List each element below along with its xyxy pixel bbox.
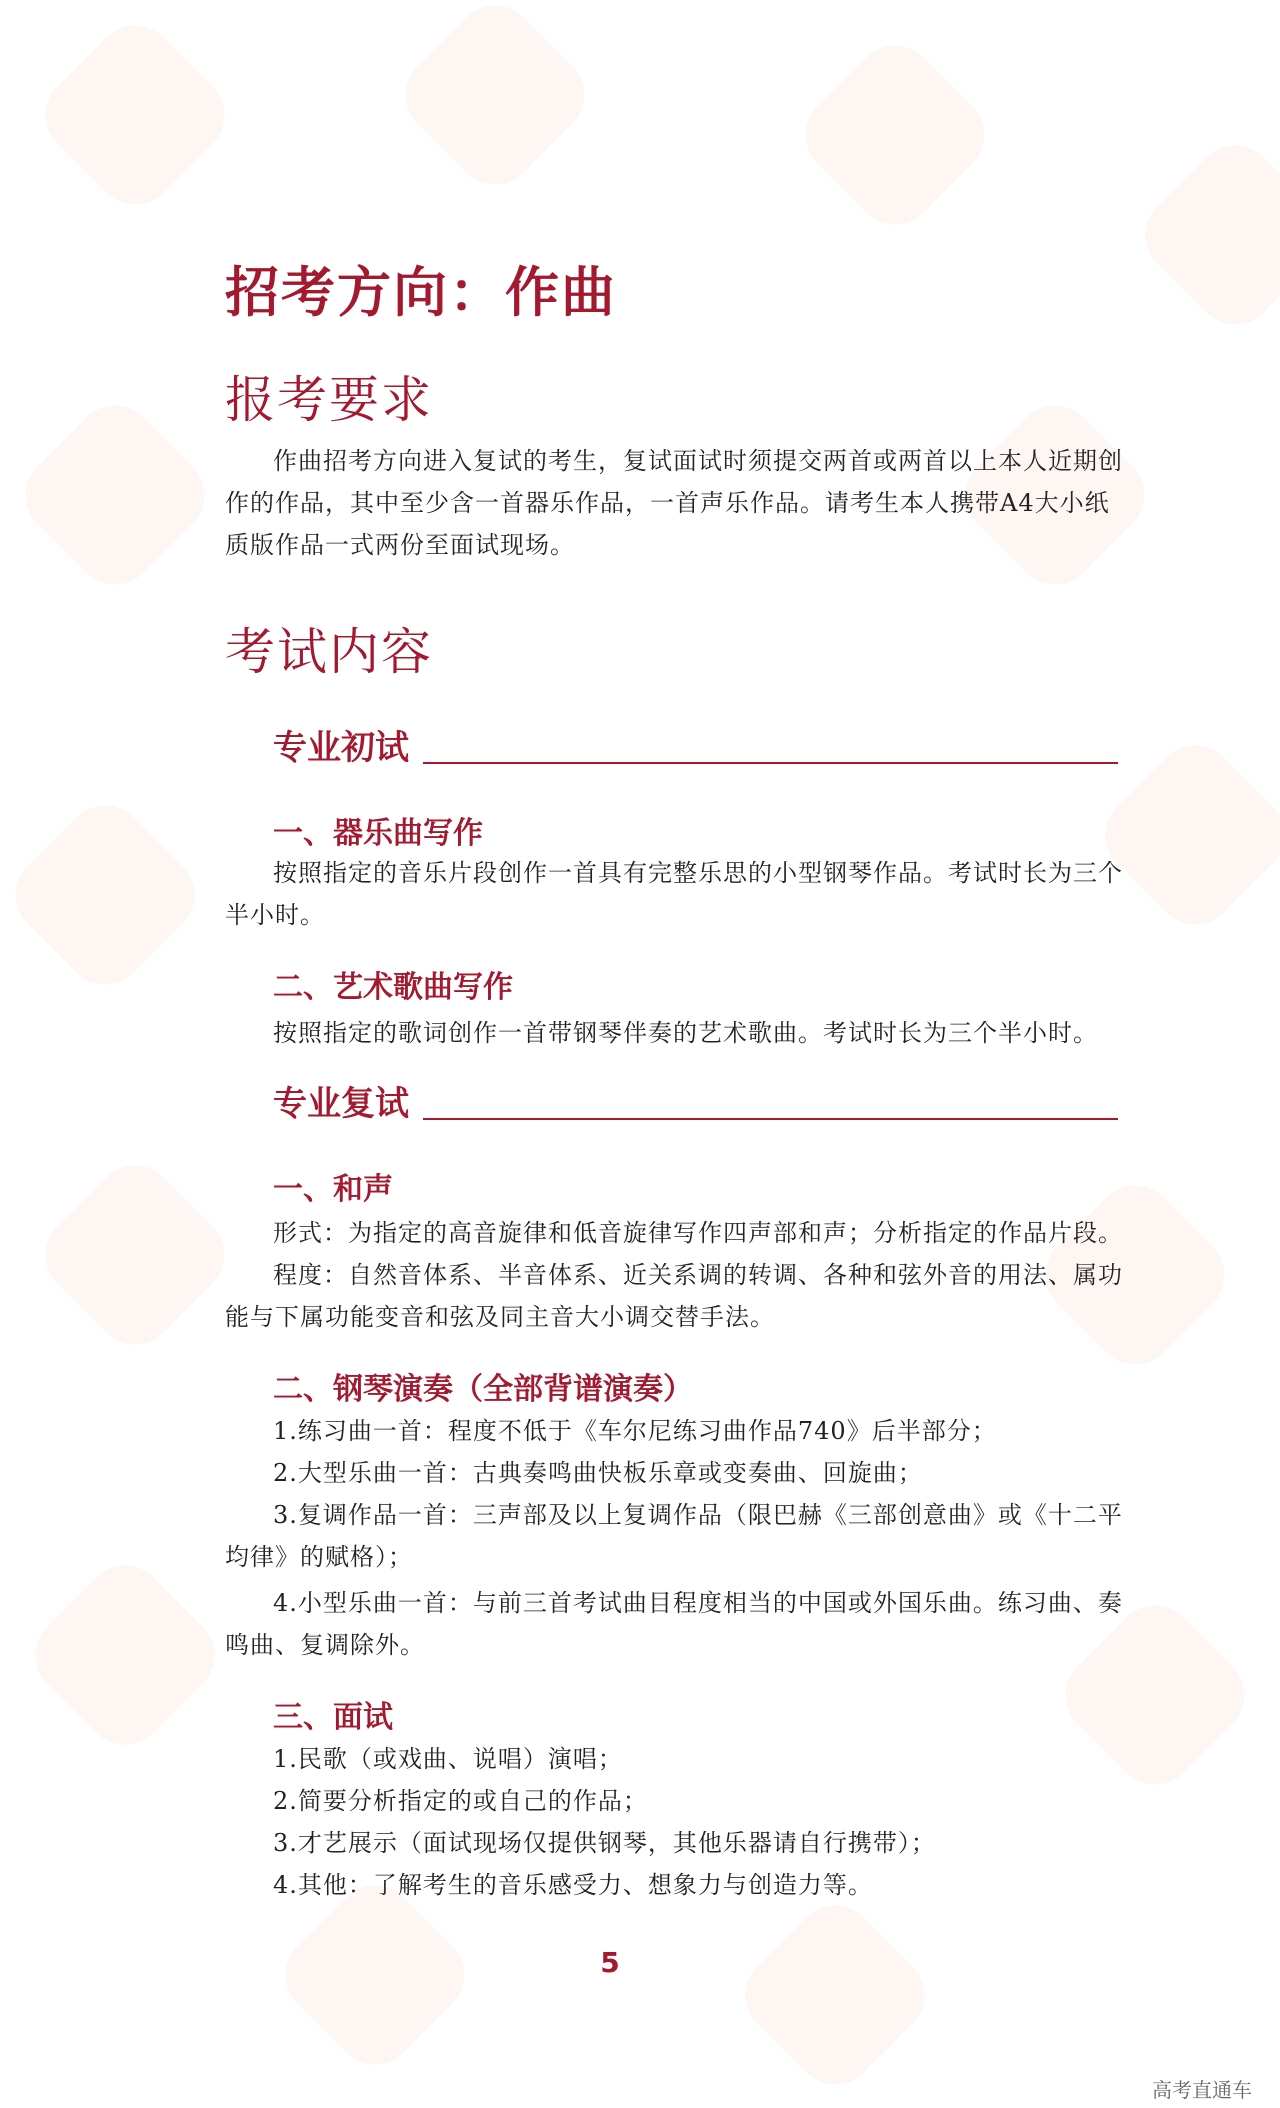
interview-item: 2.简要分析指定的或自己的作品； [273,1787,648,1815]
retest-title: 专业复试 [273,1084,409,1124]
harmony-level: 程度：自然音体系、半音体系、近关系调的转调、各种和弦外音的用法、属功能与下属功能变音和弦及同主音大小调交替手法。 [225,1261,1123,1331]
piano-item: 4.小型乐曲一首：与前三首考试曲目程度相当的中国或外国乐曲。练习曲、奏鸣曲、复调除外。 [225,1589,1123,1659]
instrumental-text: 按照指定的音乐片段创作一首具有完整乐思的小型钢琴作品。考试时长为三个半小时。 [225,859,1123,929]
preliminary-section-header [273,720,1118,770]
section-divider [423,762,1118,764]
art-song-heading: 二、艺术歌曲写作 [273,970,513,1005]
page-number: 5 [600,1946,620,1979]
harmony-form: 形式：为指定的高音旋律和低音旋律写作四声部和声；分析指定的作品片段。 [273,1219,1123,1247]
interview-heading: 三、面试 [273,1700,393,1735]
retest-section-header [273,1076,1118,1126]
requirements-text: 作曲招考方向进入复试的考生，复试面试时须提交两首或两首以上本人近期创作的作品，其中至少含一首器乐作品，一首声乐作品。请考生本人携带A4大小纸质版作品一式两份至面试现场。 [225,447,1123,559]
piano-item: 2.大型乐曲一首：古典奏鸣曲快板乐章或变奏曲、回旋曲； [273,1459,923,1487]
corner-watermark-text: 高考直通车 [1152,2078,1252,2102]
requirements-title: 报考要求 [225,371,433,429]
interview-item: 1.民歌（或戏曲、说唱）演唱； [273,1745,623,1773]
page-title: 招考方向：作曲 [225,261,617,324]
art-song-text: 按照指定的歌词创作一首带钢琴伴奏的艺术歌曲。考试时长为三个半小时。 [273,1019,1098,1047]
interview-item: 3.才艺展示（面试现场仅提供钢琴，其他乐器请自行携带）； [273,1829,936,1857]
instrumental-heading: 一、器乐曲写作 [273,816,483,851]
piano-item: 1.练习曲一首：程度不低于《车尔尼练习曲作品740》后半部分； [273,1417,997,1445]
section-divider [423,1118,1118,1120]
piano-item: 3.复调作品一首：三声部及以上复调作品（限巴赫《三部创意曲》或《十二平均律》的赋格）； [225,1501,1123,1571]
interview-item: 4.其他：了解考生的音乐感受力、想象力与创造力等。 [273,1871,873,1899]
piano-heading: 二、钢琴演奏（全部背谱演奏） [273,1372,693,1407]
harmony-heading: 一、和声 [273,1172,393,1207]
preliminary-title: 专业初试 [273,728,409,768]
exam-content-title: 考试内容 [225,623,433,681]
